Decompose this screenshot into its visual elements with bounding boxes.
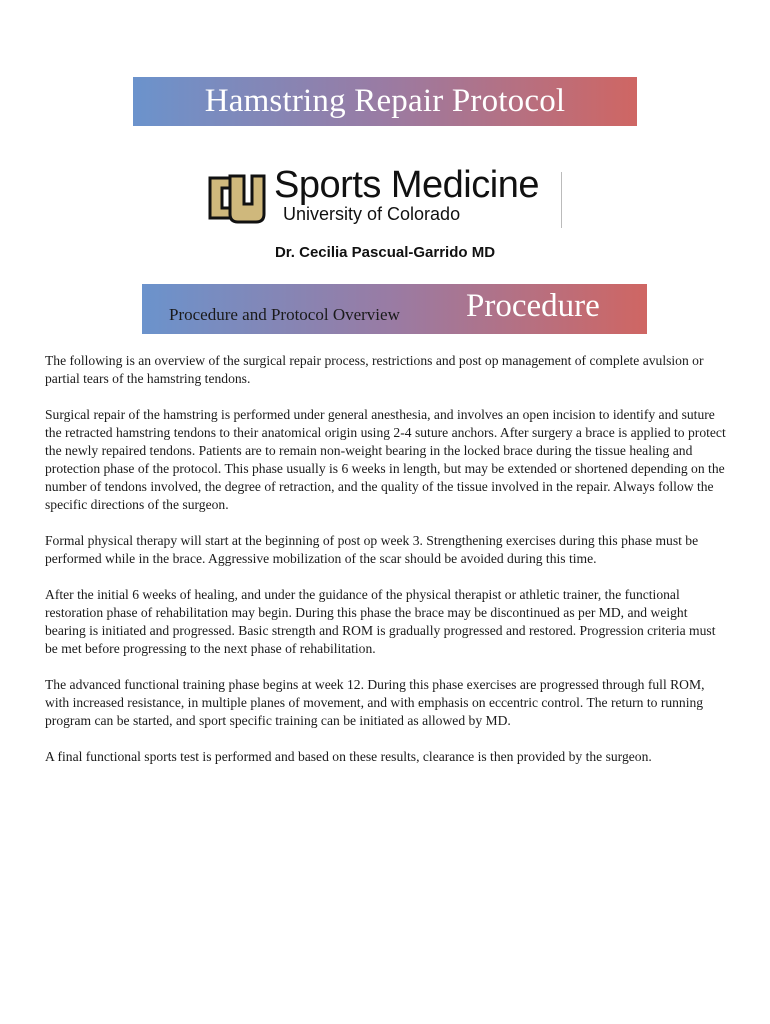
- paragraph-final-test: A final functional sports test is performed and based on these results, clearance is then provided by the surgeon.: [45, 749, 652, 764]
- paragraph-surgical-repair: Surgical repair of the hamstring is performed under general anesthesia, and involves an open incision to identify and suture the retracted hamstring tendons to their anatomical origin using 2-4 suture anchors. After surgery a brace is applied to protect the newly repaired tendons. Patients are to remain non-weight bearing in the locked brace during the tissue healing and protection phase of the protocol. This phase usually is 6 weeks in length, but may be extended or shortened depending on the number of tendons involved, the degree of retraction, and the quality of the tissue involved in the repair. Always follow the specific directions of the surgeon.: [45, 407, 726, 512]
- logo-sub-text: University of Colorado: [283, 204, 461, 224]
- section-banner: [142, 284, 647, 334]
- cu-interlocking-logo-icon: [206, 170, 268, 226]
- body-text: [45, 352, 727, 784]
- paragraph-advanced-training: The advanced functional training phase begins at week 12. During this phase exercises are progressed through full ROM, with increased resistance, in multiple planes of movement, and with emphasis on eccentric control. The return to running program can be started, and sport specific training can be initiated as allowed by MD.: [45, 677, 705, 728]
- author-name: Dr. Cecilia Pascual-Garrido MD: [274, 244, 496, 261]
- document-title: Hamstring Repair Protocol: [204, 83, 566, 119]
- paragraph-functional-restoration: After the initial 6 weeks of healing, and under the guidance of the physical therapist or athletic trainer, the functional restoration phase of rehabilitation may begin. During this phase the brace may be discontinued as per MD, and weight bearing is initiated and progressed. Basic strength and ROM is gradually progressed and restored. Progression criteria must be met before progressing to the next phase of rehabilitation.: [45, 587, 716, 656]
- section-banner-small-title: Procedure and Protocol Overview: [169, 305, 400, 324]
- title-banner: [133, 77, 637, 126]
- section-banner-big-title: Procedure: [466, 288, 600, 324]
- paragraph-physical-therapy: Formal physical therapy will start at the beginning of post op week 3. Strengthening exercises during this phase must be performed while in the brace. Aggressive mobilization of the scar should be avoided during this time.: [45, 533, 699, 566]
- logo-divider: [561, 172, 562, 228]
- paragraph-intro: The following is an overview of the surgical repair process, restrictions and post op management of complete avulsion or partial tears of the hamstring tendons.: [45, 353, 704, 386]
- sports-medicine-logo: [206, 164, 562, 230]
- logo-main-text: Sports Medicine: [274, 164, 539, 206]
